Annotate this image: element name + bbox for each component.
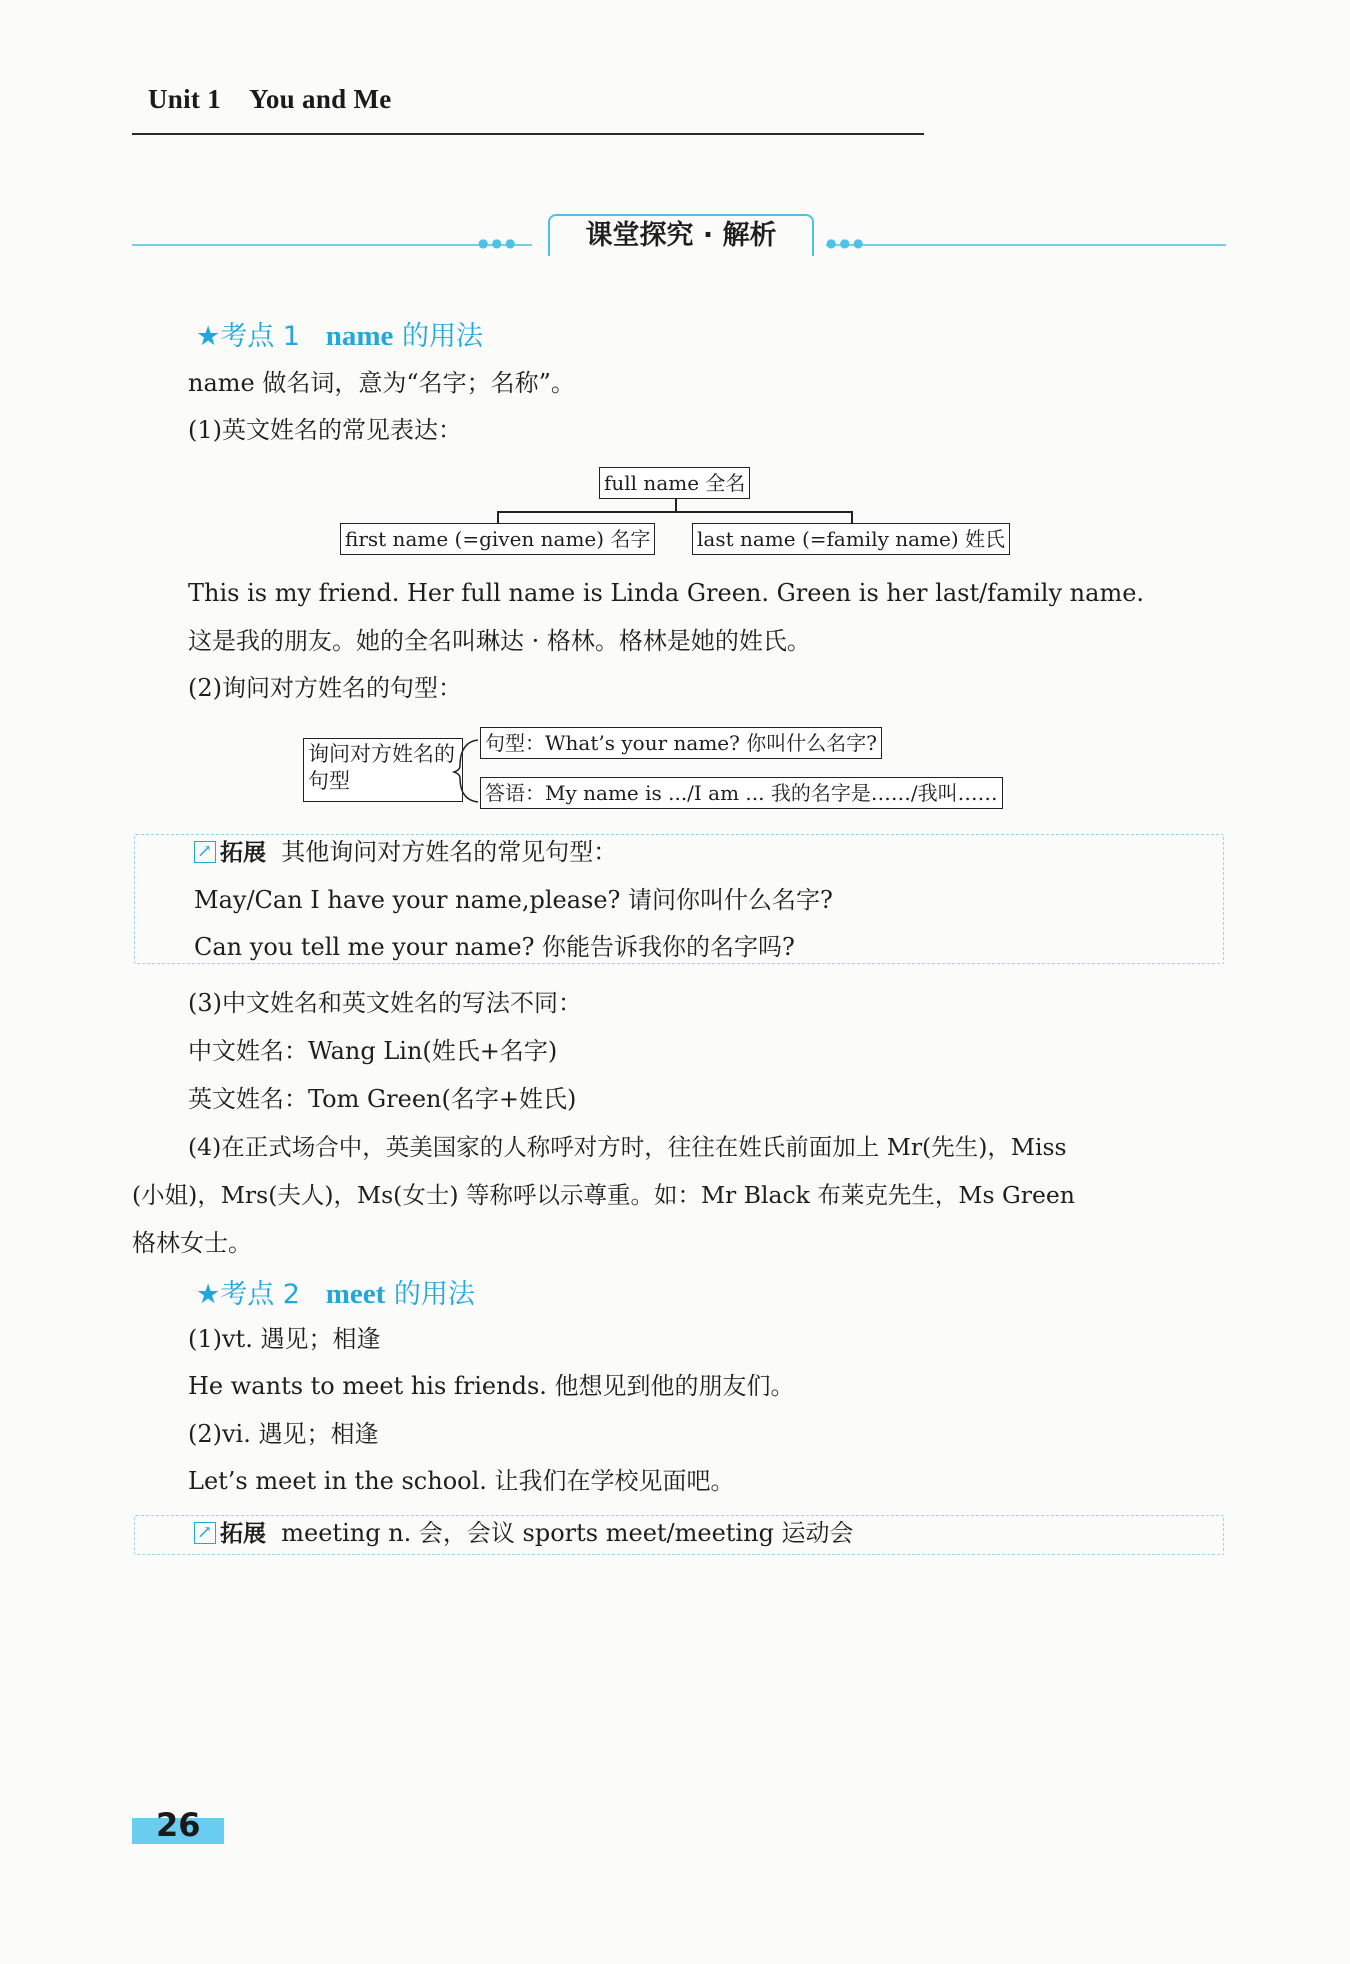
expand-1-line2: Can you tell me your name? 你能告诉我你的名字吗? [194, 933, 795, 961]
expand-2-tag: 拓展 [220, 1521, 266, 1547]
expand-2-text: meeting n. 会，会议 sports meet/meeting 运动会 [281, 1519, 854, 1547]
pattern-question-box: 句型：What’s your name? 你叫什么名字? [480, 727, 882, 759]
tree-right-box: last name (=family name) 姓氏 [692, 523, 1010, 555]
tree-left-box: first name (=given name) 名字 [340, 523, 655, 555]
page-number-tab [132, 1806, 224, 1844]
unit-title: You and Me [249, 84, 392, 114]
kp2-suffix: 的用法 [385, 1279, 475, 1310]
running-header [148, 84, 420, 115]
kp1-sub4-line1: (4)在正式场合中，英美国家的人称呼对方时，往往在姓氏前面加上 Mr(先生)，Miss [188, 1133, 1067, 1161]
expand-arrow-icon [194, 1522, 216, 1544]
banner-dots-left: ●●● [478, 236, 519, 250]
kp1-intro: name 做名词，意为“名字；名称”。 [188, 369, 575, 397]
kp1-suffix: 的用法 [393, 321, 483, 352]
banner-line-left [132, 244, 532, 246]
section-banner: 课堂探究 · 解析 [548, 214, 814, 256]
expand-1-heading [194, 837, 617, 868]
tree-root-box: full name 全名 [599, 467, 750, 499]
kp1-sub1: (1)英文姓名的常见表达： [188, 416, 462, 444]
expand-1-line1: May/Can I have your name,please? 请问你叫什么名字? [194, 886, 833, 914]
tree-connector [675, 499, 677, 511]
kp2-ex1: He wants to meet his friends. 他想见到他的朋友们。 [188, 1372, 795, 1400]
kp1-example-zh: 这是我的朋友。她的全名叫琳达 · 格林。格林是她的姓氏。 [188, 627, 811, 655]
kp1-cn-name: 中文姓名：Wang Lin(姓氏+名字) [188, 1037, 558, 1065]
tree-connector [851, 511, 853, 523]
pattern-answer-box: 答语：My name is .../I am ... 我的名字是……/我叫…… [480, 777, 1003, 809]
kp2-sub1: (1)vt. 遇见；相逢 [188, 1325, 381, 1353]
expand-2-content [194, 1518, 854, 1549]
expand-1-intro: 其他询问对方姓名的常见句型： [281, 838, 618, 866]
expand-1-tag: 拓展 [220, 840, 266, 866]
kp1-sub3: (3)中文姓名和英文姓名的写法不同： [188, 989, 582, 1017]
kp1-label: 考点 1 [220, 321, 300, 352]
kp1-en-name: 英文姓名：Tom Green(名字+姓氏) [188, 1085, 577, 1113]
header-rule [132, 133, 924, 135]
kp2-word: meet [325, 1278, 386, 1310]
star-icon: ★ [196, 321, 221, 352]
kp1-sub2: (2)询问对方姓名的句型： [188, 674, 462, 702]
tree-connector [497, 511, 852, 513]
kp1-sub4-line2: (小姐)，Mrs(夫人)，Ms(女士) 等称呼以示尊重。如：Mr Black 布莱克先生，Ms Green [132, 1181, 1075, 1209]
kp1-sub4-line3: 格林女士。 [132, 1229, 252, 1257]
kp1-example-en: This is my friend. Her full name is Linda Green. Green is her last/family name. [188, 579, 1145, 607]
star-icon: ★ [196, 1279, 221, 1310]
kp2-sub2: (2)vi. 遇见；相逢 [188, 1420, 379, 1448]
kp2-label: 考点 2 [220, 1279, 300, 1310]
banner-dots-right: ●●● [826, 236, 867, 250]
pattern-label-box: 询问对方姓名的句型 [303, 738, 463, 802]
banner-line-right [826, 244, 1226, 246]
tree-connector [497, 511, 499, 523]
kp1-heading [196, 314, 483, 353]
expand-arrow-icon [194, 841, 216, 863]
pattern-brace [452, 736, 482, 806]
page-number: 26 [156, 1806, 201, 1844]
kp1-word: name [325, 320, 394, 352]
kp2-ex2: Let’s meet in the school. 让我们在学校见面吧。 [188, 1467, 735, 1495]
kp2-heading [196, 1272, 475, 1311]
unit-number: Unit 1 [148, 84, 222, 114]
